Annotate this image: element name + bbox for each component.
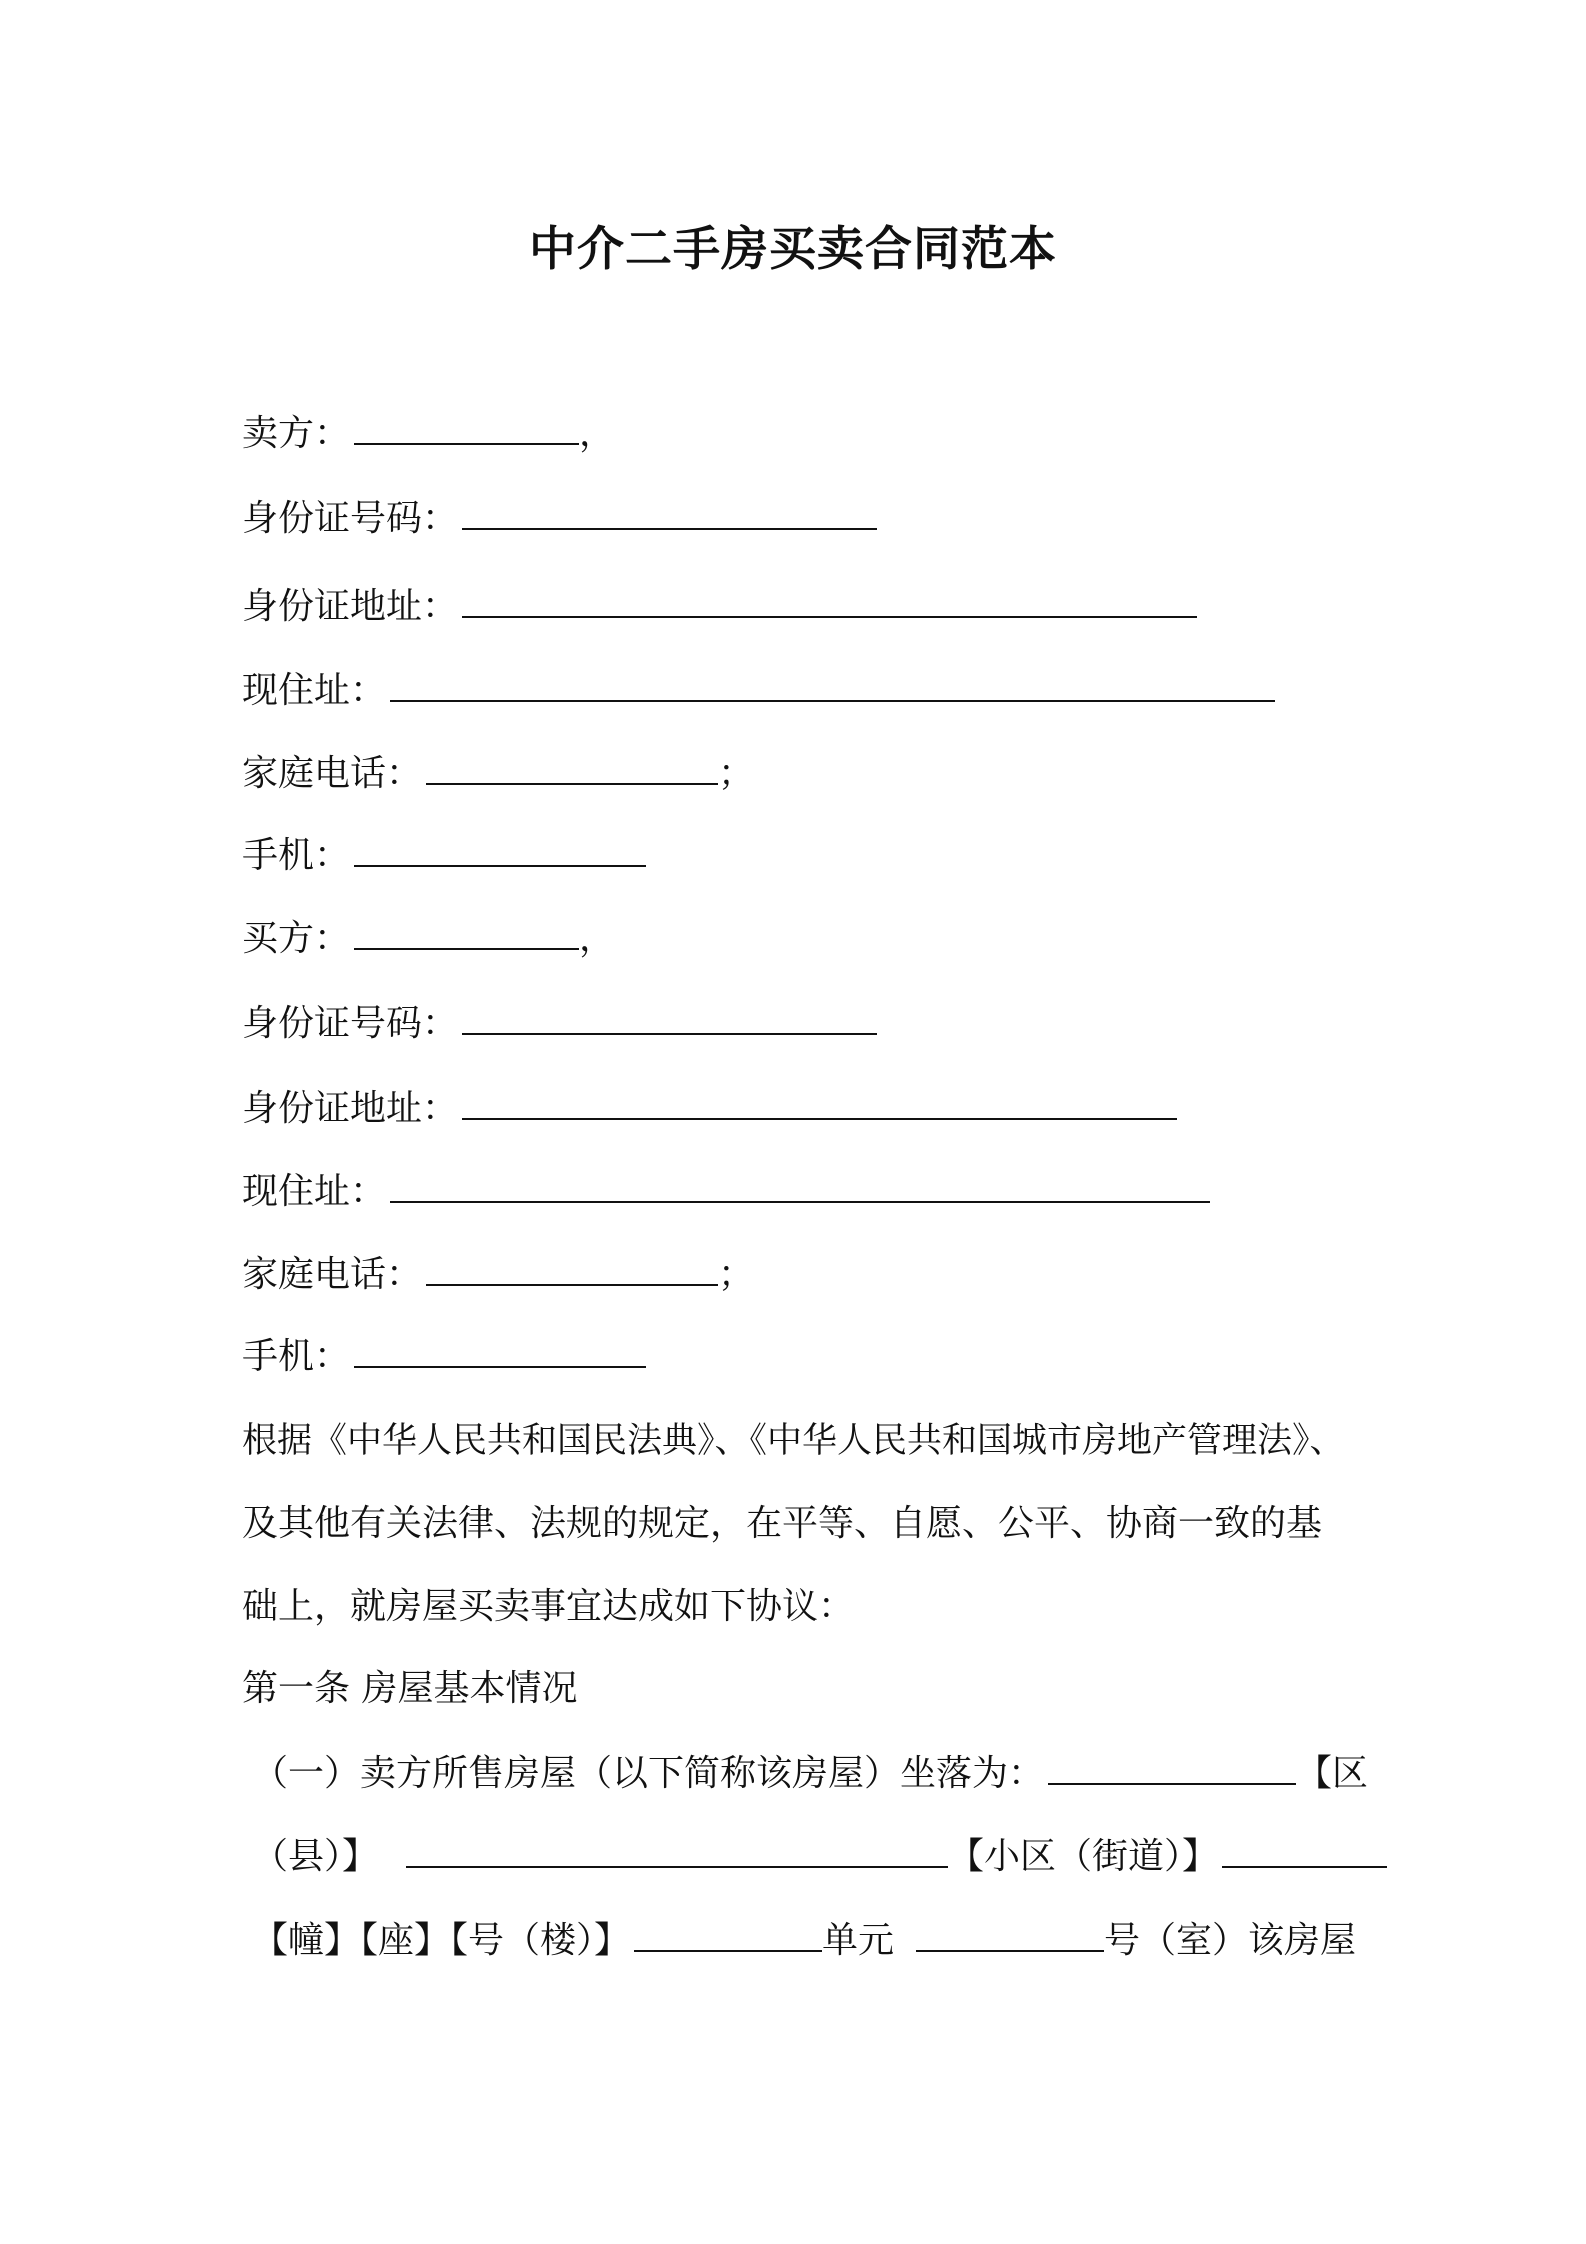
- seller-home-phone-label: 家庭电话：: [242, 753, 423, 794]
- clause-1-line-2-mid: 【小区（街道）】: [948, 1836, 1219, 1877]
- seller-home-phone-tail: ；: [718, 753, 755, 794]
- seller-mobile-label: 手机：: [242, 835, 351, 876]
- buyer-mobile-line: [242, 1333, 646, 1381]
- unit-blank[interactable]: [916, 1920, 1104, 1952]
- seller-current-address-blank[interactable]: [390, 670, 1275, 702]
- seller-mobile-blank[interactable]: [354, 835, 646, 867]
- clause-1-line-1: [252, 1750, 1368, 1798]
- community-blank[interactable]: [1222, 1836, 1387, 1868]
- buyer-id-address-line: [242, 1085, 1177, 1133]
- clause-1-line-3-suffix: 号（室）该房屋: [1104, 1920, 1357, 1961]
- seller-name-blank[interactable]: [354, 413, 579, 445]
- buyer-name-line: [242, 915, 615, 963]
- clause-1-line-3: [252, 1917, 1356, 1965]
- seller-id-address-label: 身份证地址：: [242, 586, 459, 627]
- clause-1-line-3-mid: 单元: [822, 1920, 895, 1961]
- seller-id-number-blank[interactable]: [462, 498, 877, 530]
- clause-1-line-2-prefix: （县）】: [252, 1836, 379, 1877]
- clause-1-line-1-suffix: 【区: [1296, 1753, 1369, 1794]
- seller-home-phone-blank[interactable]: [426, 753, 718, 785]
- buyer-name-tail: ，: [579, 918, 616, 959]
- seller-name-tail: ，: [579, 413, 616, 454]
- buyer-mobile-blank[interactable]: [354, 1336, 646, 1368]
- buyer-mobile-label: 手机：: [242, 1336, 351, 1377]
- seller-home-phone-line: [242, 750, 754, 798]
- clause-1-line-1-prefix: （一）卖方所售房屋（以下简称该房屋）坐落为：: [252, 1753, 1045, 1794]
- buyer-home-phone-tail: ；: [718, 1254, 755, 1295]
- buyer-name-blank[interactable]: [354, 918, 579, 950]
- district-blank[interactable]: [406, 1836, 948, 1868]
- seller-id-number-label: 身份证号码：: [242, 498, 459, 539]
- buyer-home-phone-blank[interactable]: [426, 1254, 718, 1286]
- seller-current-address-line: [242, 667, 1275, 715]
- seller-current-address-label: 现住址：: [242, 670, 387, 711]
- seller-id-number-line: [242, 495, 877, 543]
- seller-name-label: 卖方：: [242, 413, 351, 454]
- buyer-home-phone-label: 家庭电话：: [242, 1254, 423, 1295]
- buyer-home-phone-line: [242, 1251, 754, 1299]
- buyer-id-address-label: 身份证地址：: [242, 1088, 459, 1129]
- buyer-current-address-label: 现住址：: [242, 1171, 387, 1212]
- clause-1-line-2: [252, 1833, 1387, 1881]
- building-blank[interactable]: [634, 1920, 822, 1952]
- clause-1-line-3-prefix: 【幢】【座】【号（楼）】: [252, 1920, 631, 1961]
- basis-line-1: 根据《中华人民共和国民法典》、《中华人民共和国城市房地产管理法》、: [242, 1421, 1345, 1461]
- seller-id-address-blank[interactable]: [462, 586, 1197, 618]
- basis-line-2: 及其他有关法律、法规的规定，在平等、自愿、公平、协商一致的基: [242, 1503, 1323, 1544]
- buyer-id-number-line: [242, 1000, 877, 1048]
- seller-id-address-line: [242, 583, 1197, 631]
- article-1-heading: 第一条 房屋基本情况: [242, 1668, 578, 1709]
- buyer-current-address-blank[interactable]: [390, 1171, 1210, 1203]
- buyer-name-label: 买方：: [242, 918, 351, 959]
- buyer-current-address-line: [242, 1168, 1210, 1216]
- seller-mobile-line: [242, 832, 646, 880]
- buyer-id-number-label: 身份证号码：: [242, 1003, 459, 1044]
- document-title: 中介二手房买卖合同范本: [529, 222, 1057, 277]
- property-location-blank[interactable]: [1048, 1753, 1296, 1785]
- buyer-id-number-blank[interactable]: [462, 1003, 877, 1035]
- buyer-id-address-blank[interactable]: [462, 1088, 1177, 1120]
- seller-name-line: [242, 410, 615, 458]
- basis-line-3: 础上，就房屋买卖事宜达成如下协议：: [242, 1586, 855, 1627]
